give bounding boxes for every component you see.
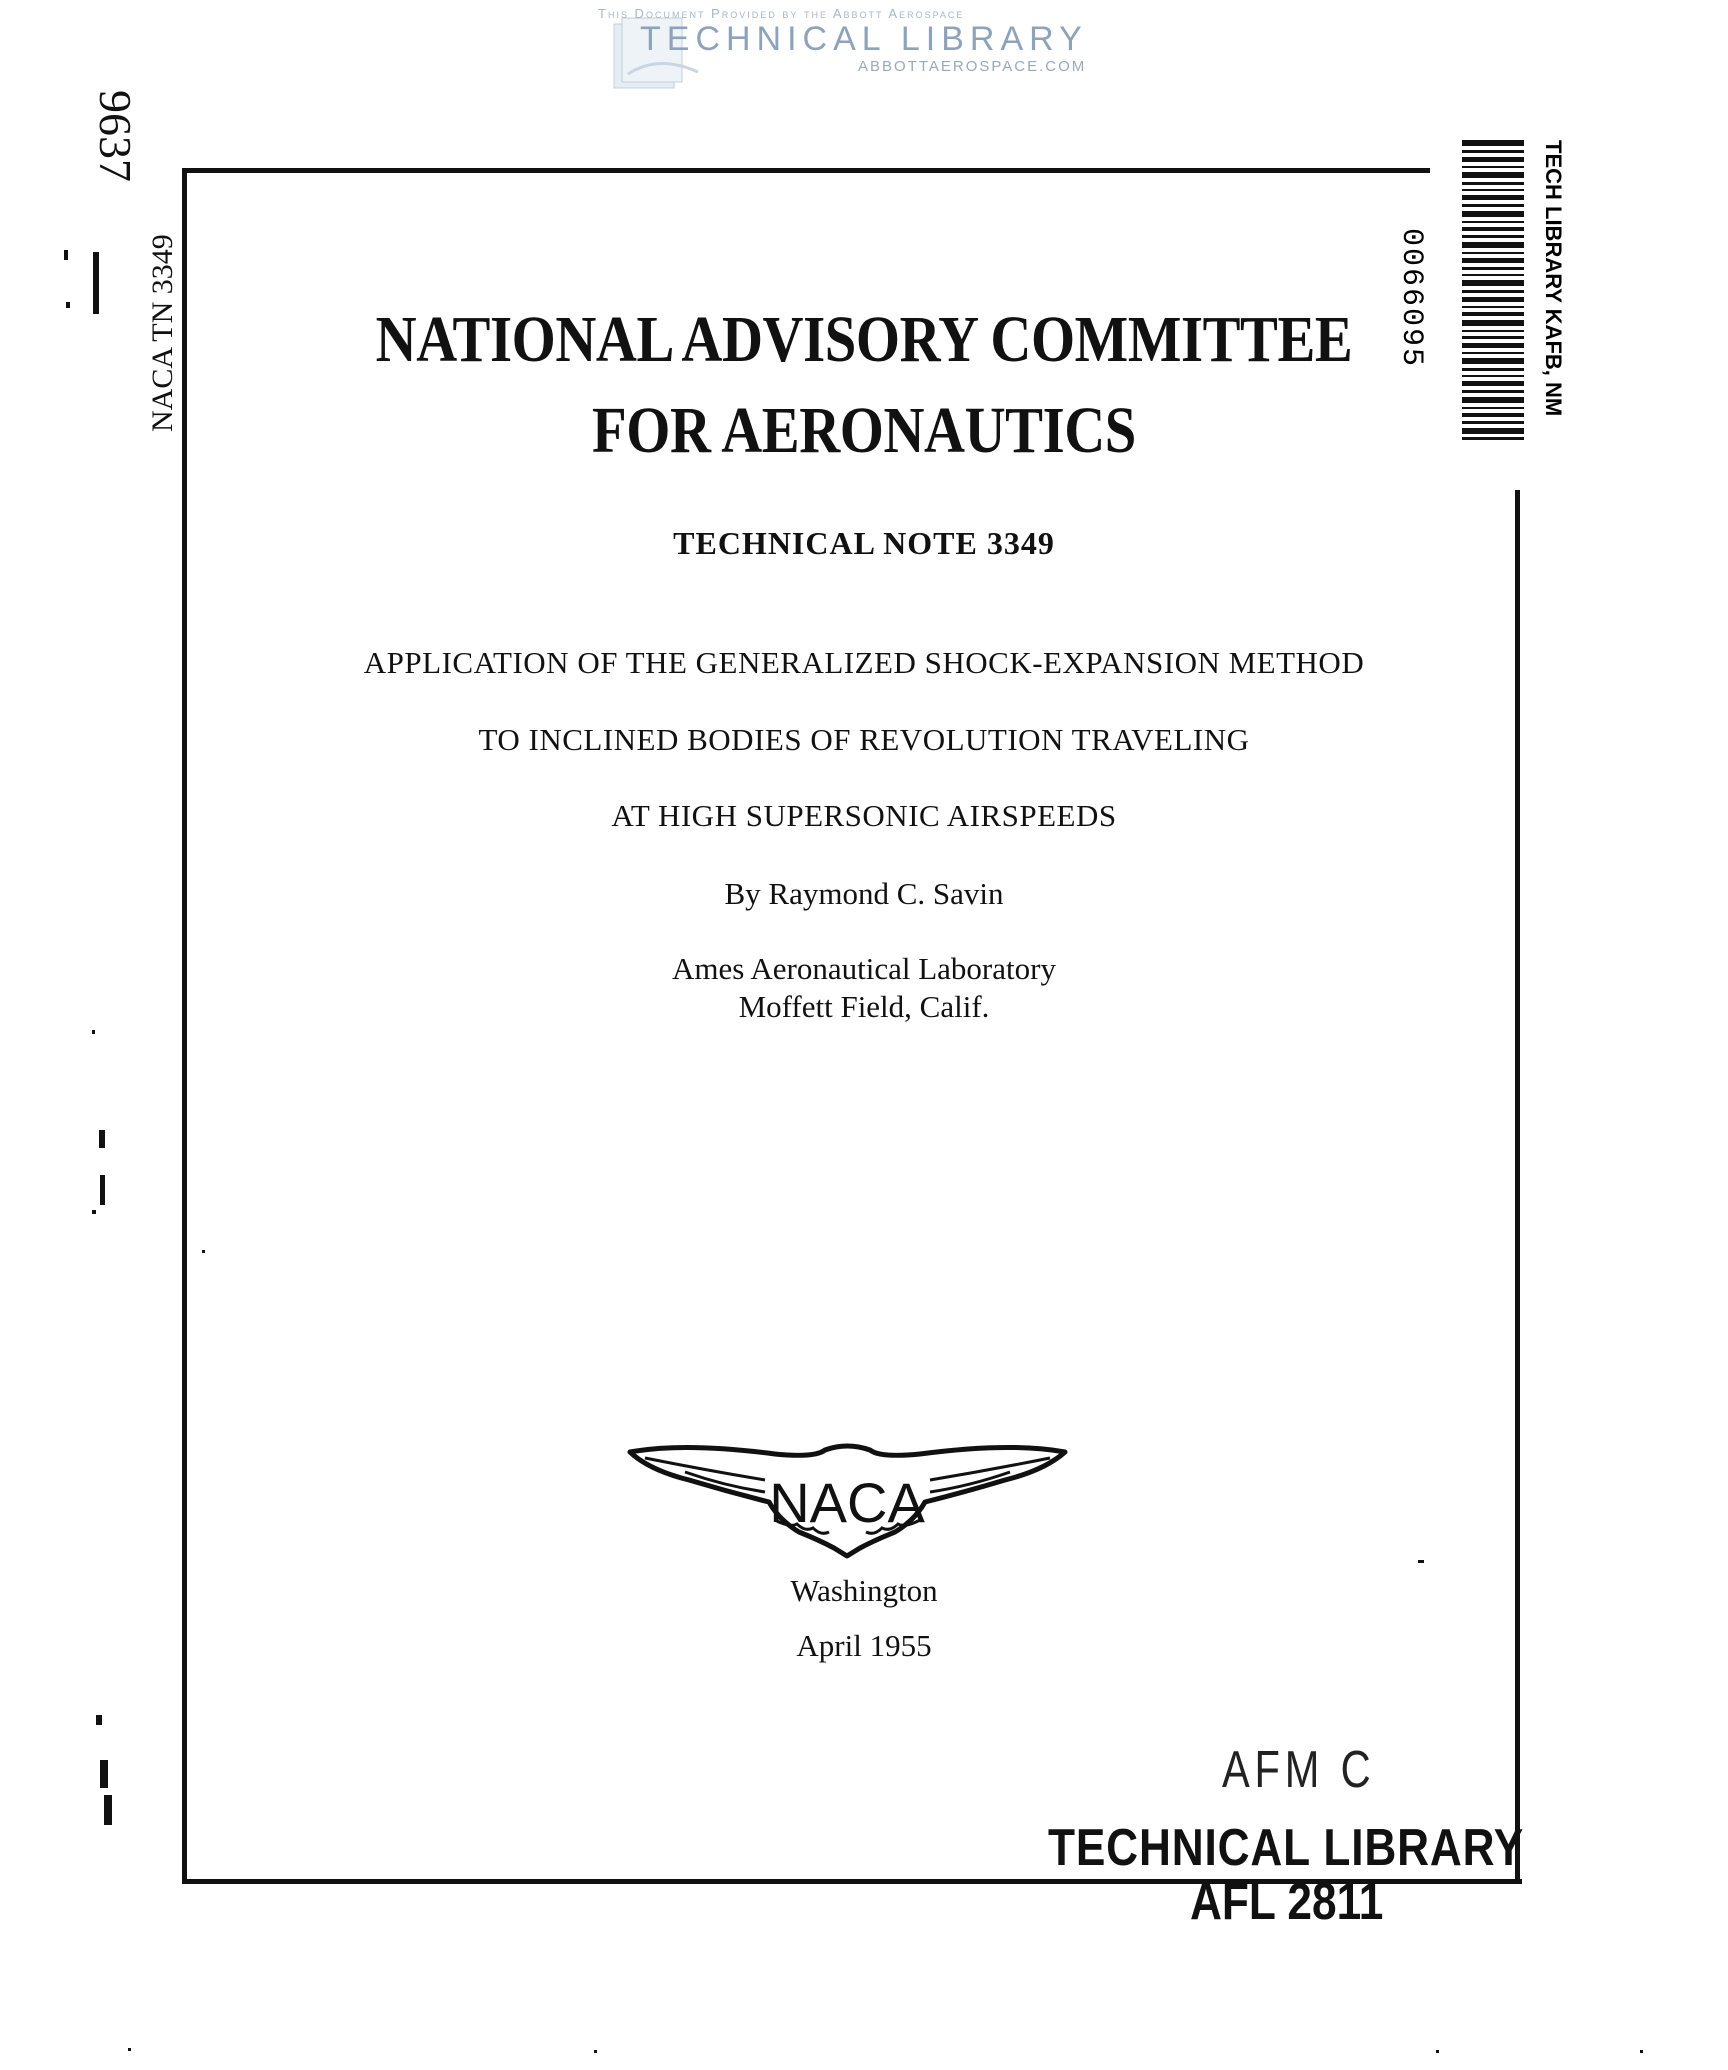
publication-location: Washington: [790, 1573, 938, 1608]
report-title-line-2: TO INCLINED BODIES OF REVOLUTION TRAVELING: [478, 722, 1250, 757]
publication-date: April 1955: [796, 1628, 932, 1663]
naca-logo-text: NACA: [769, 1471, 925, 1534]
stamp-technical-library: TECHNICAL LIBRARY: [1048, 1819, 1525, 1877]
watermark-title: TECHNICAL LIBRARY: [640, 20, 1088, 58]
report-title-line-3: AT HIGH SUPERSONIC AIRSPEEDS: [611, 798, 1117, 833]
accession-number: 0066095: [1394, 228, 1428, 369]
org-title-line-1: NATIONAL ADVISORY COMMITTEE: [375, 303, 1353, 376]
org-title-line-2: FOR AERONAUTICS: [592, 394, 1136, 467]
library-label: TECH LIBRARY KAFB, NM: [1541, 140, 1566, 417]
affiliation-line-2: Moffett Field, Calif.: [738, 989, 990, 1024]
side-number: 9637: [90, 90, 141, 182]
affiliation-line-1: Ames Aeronautical Laboratory: [672, 951, 1056, 986]
technical-note-number: TECHNICAL NOTE 3349: [673, 525, 1055, 561]
report-title-line-1: APPLICATION OF THE GENERALIZED SHOCK-EXPANSION METHOD: [363, 645, 1365, 680]
stamp-afl-number: AFL 2811: [1190, 1873, 1384, 1931]
watermark-url[interactable]: ABBOTTAEROSPACE.COM: [858, 58, 1087, 75]
stamp-afmc: AFM C: [1222, 1741, 1376, 1799]
side-report-id: NACA TN 3349: [146, 234, 179, 432]
watermark-provider-line: This Document Provided by the Abbott Aerospace: [598, 6, 965, 21]
author: By Raymond C. Savin: [724, 876, 1004, 911]
